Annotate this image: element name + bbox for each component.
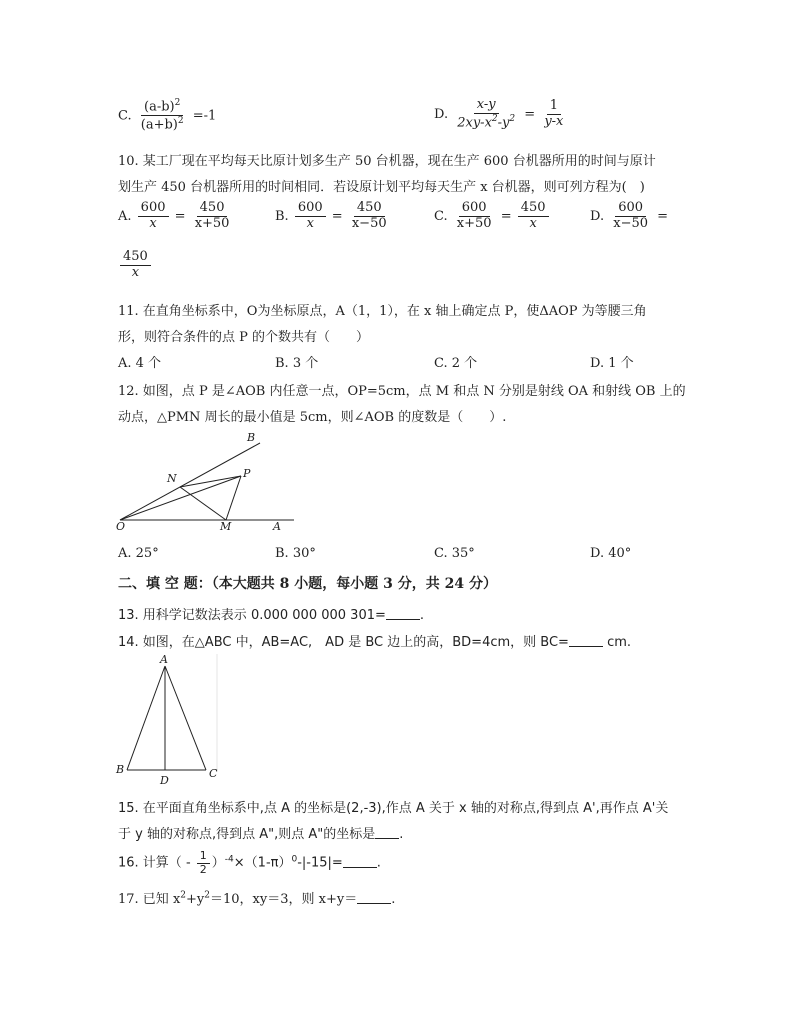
label-p: P (243, 467, 251, 480)
segment-nm (180, 487, 226, 520)
q9-option-c (118, 98, 216, 134)
q15-end: . (399, 827, 404, 842)
q10-b-den1: x (306, 215, 314, 231)
q11-line1: 11. 在直角坐标系中，O为坐标原点，A（1，1），在 x 轴上确定点 P，使ΔAOP 为等腰三角 (118, 304, 647, 319)
q16-tail: -|-15|= (297, 855, 343, 871)
q10-line1: 10. 某工厂现在平均每天比原计划多生产 50 台机器，现在生产 600 台机器所用的时间与原计 (118, 154, 656, 169)
q17-mid: +y (186, 892, 205, 907)
q16-post: ） (211, 855, 225, 871)
q11-option-b: B. 3 个 (275, 356, 319, 371)
label-o: O (116, 520, 126, 533)
q9-c-label: C. (118, 108, 132, 124)
q9-d-eq: = (524, 107, 536, 123)
q16-exp: -4 (224, 854, 234, 865)
q10-c-label: C. (434, 208, 448, 224)
q12-line1: 12. 如图，点 P 是∠AOB 内任意一点，OP=5cm，点 M 和点 N 分别是射线 OA 和射线 OB 上的 (118, 384, 686, 399)
q10-option-a (118, 201, 234, 232)
q10-d-num1: 600 (615, 201, 646, 217)
q15-line1: 15. 在平面直角坐标系中,点 A 的坐标是(2,-3),作点 A 关于 x 轴的对称点,得到点 A',再作点 A'关 (118, 801, 669, 816)
q9-d-exp2: 2 (509, 113, 516, 124)
label-n: N (167, 472, 177, 485)
side-ac (165, 666, 206, 770)
q13-answer-blank[interactable] (386, 607, 420, 620)
q9-d-lhs-den: 2xy-x (457, 115, 492, 131)
label-c: C (209, 767, 218, 780)
q10-a-eq: = (174, 208, 186, 224)
q10-a-num1: 600 (138, 201, 169, 217)
q9-c-fraction (138, 98, 187, 134)
q9-c-den: (a+b) (140, 117, 178, 133)
segment-pm (226, 476, 241, 520)
q10-d-label: D. (590, 208, 605, 224)
q10-d-den2: x (131, 264, 140, 280)
label-d: D (160, 774, 169, 787)
label-b: B (247, 431, 256, 444)
q16-answer-blank[interactable] (343, 855, 377, 868)
q13-end: . (419, 608, 425, 623)
label-a: A (273, 520, 281, 533)
q10-b-label: B. (275, 208, 289, 224)
q10-c-num1: 600 (459, 201, 490, 217)
q17 (118, 888, 395, 907)
q12-option-d: D. 40° (590, 546, 632, 561)
q16-frac-num: 1 (197, 850, 210, 864)
q11-option-c: C. 2 个 (434, 356, 478, 371)
q16-frac-den: 2 (199, 862, 207, 876)
q11-option-d: D. 1 个 (590, 356, 634, 371)
q14-answer-blank[interactable] (569, 634, 603, 647)
q14-triangle-figure (110, 652, 226, 790)
q10-c-den1: x+50 (456, 215, 492, 231)
q12-angle-figure (110, 428, 310, 536)
q16-mid: ×（1-π） (233, 855, 292, 871)
q10-a-label: A. (118, 208, 132, 224)
q17-pre: 17. 已知 x (118, 892, 181, 907)
q11-line2: 形，则符合条件的点 P 的个数共有（ ） (118, 330, 370, 345)
q13-text: 13. 用科学记数法表示 0.000 000 000 301= (118, 608, 386, 623)
q10-option-d-continued (118, 250, 153, 281)
q17-sup1: 2 (180, 890, 187, 901)
q9-c-num: (a-b) (144, 99, 175, 115)
q14-unit: cm. (602, 635, 632, 650)
q10-option-d (590, 201, 668, 232)
q10-d-num2: 450 (120, 250, 151, 266)
q17-rest: ＝10，xy＝3，则 x+y＝ (210, 892, 358, 907)
q10-a-den2: x+50 (194, 215, 230, 231)
q10-d-den1: x−50 (613, 215, 649, 231)
q12-option-b: B. 30° (275, 546, 316, 561)
q16-exp2: 0 (291, 854, 298, 865)
q10-option-c (434, 201, 551, 232)
q15-line2 (118, 823, 403, 842)
q9-option-d (434, 98, 568, 131)
label-a: A (160, 653, 168, 666)
q9-d-lhs-num: x-y (474, 98, 499, 114)
q17-end: . (391, 892, 396, 907)
q10-d-eq: = (657, 208, 669, 224)
q10-c-den2: x (529, 215, 537, 231)
q9-c-num-exp: 2 (174, 98, 181, 108)
q12-option-a: A. 25° (118, 546, 159, 561)
q9-d-exp1: 2 (491, 113, 498, 124)
q16-end: . (376, 855, 381, 871)
q10-a-den1: x (149, 215, 157, 231)
label-m: M (220, 520, 232, 533)
q10-a-num2: 450 (197, 201, 228, 217)
q9-d-label: D. (434, 107, 449, 123)
q11-option-a: A. 4 个 (118, 356, 162, 371)
q17-answer-blank[interactable] (357, 891, 391, 904)
q10-b-eq: = (331, 208, 343, 224)
q16-pre: 16. 计算（ - (118, 855, 191, 871)
q12-line2: 动点，△PMN 周长的最小值是 5cm，则∠AOB 的度数是（ ）. (118, 410, 507, 425)
q15-answer-blank[interactable] (375, 826, 399, 839)
q14 (118, 631, 631, 650)
q17-sup2: 2 (204, 890, 210, 901)
q9-d-lhs (454, 98, 518, 131)
side-ab (127, 666, 165, 770)
q9-d-rhs-den: y-x (544, 114, 564, 130)
q9-c-rhs: =-1 (192, 108, 217, 124)
q10-line2: 划生产 450 台机器所用的时间相同．若设原计划平均每天生产 x 台机器，则可列方程为( ) (118, 180, 645, 195)
q16 (118, 850, 381, 876)
q10-c-num2: 450 (518, 201, 549, 217)
q9-d-rhs (541, 99, 566, 130)
q10-b-den2: x−50 (351, 215, 387, 231)
q12-option-c: C. 35° (434, 546, 475, 561)
section-title-fill-in: 二、填 空 题：（本大题共 8 小题，每小题 3 分，共 24 分） (118, 576, 497, 592)
segment-op (120, 476, 241, 520)
q10-option-b (275, 201, 392, 232)
q15-line2-text: 于 y 轴的对称点,得到点 A",则点 A"的坐标是 (118, 827, 376, 842)
q9-d-rhs-num: 1 (547, 99, 561, 115)
q9-c-den-exp: 2 (177, 116, 184, 127)
q10-b-num2: 450 (354, 201, 385, 217)
q16-fraction (197, 850, 210, 876)
q10-b-num1: 600 (295, 201, 326, 217)
q10-c-eq: = (500, 208, 512, 224)
label-b: B (116, 763, 125, 776)
q9-d-tail: -y (497, 115, 510, 131)
q13 (118, 604, 424, 623)
q14-text: 14. 如图，在△ABC 中，AB=AC, AD 是 BC 边上的高，BD=4cm，则 BC= (118, 635, 569, 650)
